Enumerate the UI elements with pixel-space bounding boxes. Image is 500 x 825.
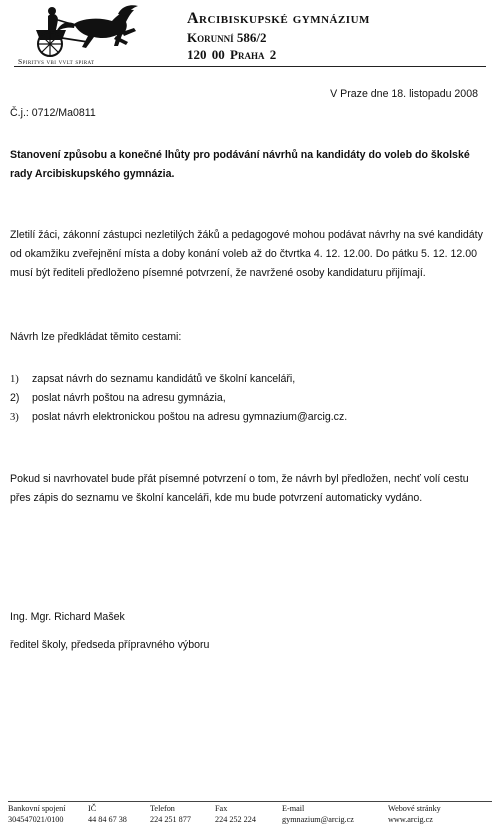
list-item-text: zapsat návrh do seznamu kandidátů ve školní kanceláři, [32, 373, 296, 385]
footer-divider [8, 801, 492, 802]
footer-bank-label: Bankovní spojení [8, 804, 66, 813]
chariot-logo [22, 2, 142, 60]
school-motto: Spiritvs vbi vvlt spirat [18, 57, 95, 66]
submission-methods-list [10, 370, 347, 427]
signature-name: Ing. Mgr. Richard Mašek [10, 611, 125, 623]
header-divider [14, 66, 486, 67]
school-name: Arcibiskupské gymnázium [187, 10, 370, 27]
list-item-number: 1) [10, 374, 19, 385]
paragraph-methods-intro: Návrh lze předkládat těmito cestami: [10, 331, 182, 343]
list-item-text: poslat návrh poštou na adresu gymnázia, [32, 392, 226, 404]
letter-date: V Praze dne 18. listopadu 2008 [330, 88, 478, 100]
school-street: Korunní 586/2 [187, 30, 267, 45]
footer-web-value[interactable]: www.arcig.cz [388, 815, 433, 824]
footer-fax [215, 803, 256, 825]
footer-email-value[interactable]: gymnazium@arcig.cz [282, 815, 354, 824]
paragraph-confirmation: Pokud si navrhovatel bude přát písemné potvrzení o tom, že návrh byl předložen, nechť volí cestu přes zápis do seznamu ve školní kanceláři, kde mu bude potvrzení automaticky vydáno. [10, 473, 469, 504]
list-item-number: 2) [10, 392, 20, 404]
footer-ico [88, 803, 127, 825]
reference-number: Č.j.: 0712/Ma0811 [10, 107, 96, 119]
list-item [10, 370, 347, 389]
footer-bank-value: 304547021/0100 [8, 815, 64, 824]
footer-web-label: Webové stránky [388, 804, 441, 813]
list-item [10, 389, 347, 408]
footer-phone-label: Telefon [150, 804, 175, 813]
signature-role: ředitel školy, předseda přípravného výboru [10, 639, 210, 651]
footer-fax-label: Fax [215, 804, 228, 813]
footer-fax-value: 224 252 224 [215, 815, 256, 824]
footer-phone [150, 803, 191, 825]
footer-bank [8, 803, 66, 825]
letter-subject: Stanovení způsobu a konečné lhůty pro podávání návrhů na kandidáty do voleb do školské rady Arcibiskupského gymnázia. [10, 149, 470, 180]
footer-email-label: E-mail [282, 804, 305, 813]
paragraph-deadlines: Zletilí žáci, zákonní zástupci nezletilých žáků a pedagogové mohou podávat návrhy na své kandidáty od okamžiku zveřejnění místa a doby konání voleb až do čtvrtka 4. 12. 12.00. Do pátku 5. 12. 12.00 musí být řediteli předloženo písemné potvrzení, že navržené osoby kandidaturu přijímají. [10, 229, 483, 279]
list-item [10, 408, 347, 427]
footer-phone-value: 224 251 877 [150, 815, 191, 824]
list-item-number: 3) [10, 412, 19, 423]
list-item-text: poslat návrh elektronickou poštou na adresu gymnazium@arcig.cz. [32, 411, 348, 423]
footer-ico-label: IČ [88, 804, 97, 813]
footer-email [282, 803, 354, 825]
school-city: 120 00 Praha 2 [187, 47, 277, 62]
footer-ico-value: 44 84 67 38 [88, 815, 127, 824]
footer-web [388, 803, 441, 825]
